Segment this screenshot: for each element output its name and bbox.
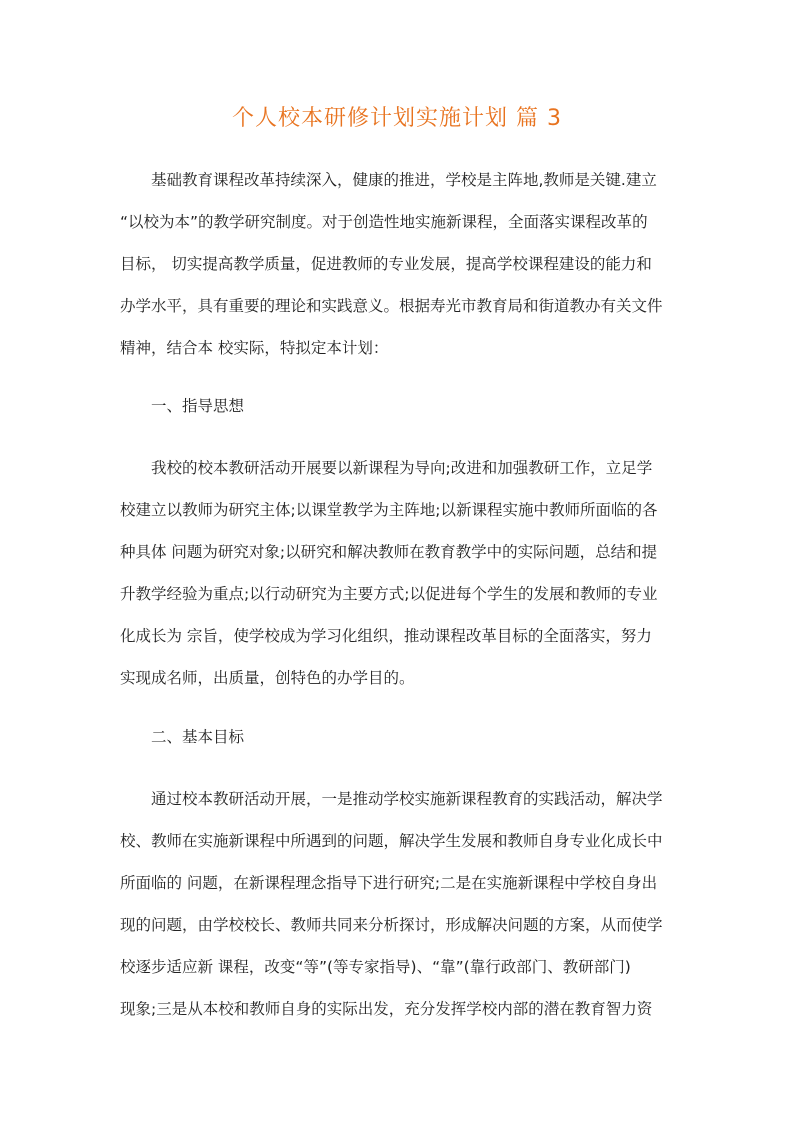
section2-line: 现的问题，由学校校长、教师共同来分析探讨，形成解决问题的方案，从而使学: [120, 916, 663, 934]
section-heading-basic-goals: 二、基本目标: [151, 728, 245, 746]
section2-line: 校、教师在实施新课程中所遇到的问题，解决学生发展和教师自身专业化成长中: [120, 832, 663, 850]
section1-line: 校建立以教师为研究主体;以课堂教学为主阵地;以新课程实施中教师所面临的各: [120, 501, 658, 519]
section2-line: 校逐步适应新 课程，改变“等”(等专家指导)、“靠”(靠行政部门、教研部门): [120, 958, 631, 976]
section1-line: 种具体 问题为研究对象;以研究和解决教师在教育教学中的实际问题，总结和提: [120, 543, 658, 561]
intro-line: 办学水平，具有重要的理论和实践意义。根据寿光市教育局和街道教办有关文件: [120, 297, 663, 315]
section1-line: 化成长为 宗旨，使学校成为学习化组织，推动课程改革目标的全面落实，努力: [120, 627, 652, 645]
section2-line: 通过校本教研活动开展，一是推动学校实施新课程教育的实践活动，解决学: [151, 790, 663, 808]
section2-line: 现象;三是从本校和教师自身的实际出发，充分发挥学校内部的潜在教育智力资: [120, 1000, 653, 1018]
section-heading-guiding-ideology: 一、指导思想: [151, 397, 245, 415]
intro-line: 目标， 切实提高教学质量，促进教师的专业发展，提高学校课程建设的能力和: [120, 255, 652, 273]
intro-line: 基础教育课程改革持续深入，健康的推进，学校是主阵地,教师是关键.建立: [151, 171, 657, 189]
intro-line: “以校为本”的教学研究制度。对于创造性地实施新课程，全面落实课程改革的: [120, 213, 648, 231]
section1-line: 我校的校本教研活动开展要以新课程为导向;改进和加强教研工作，立足学: [151, 459, 653, 477]
section1-line: 升教学经验为重点;以行动研究为主要方式;以促进每个学生的发展和教师的专业: [120, 585, 658, 603]
section1-line: 实现成名师，出质量，创特色的办学目的。: [120, 669, 415, 687]
section2-line: 所面临的 问题，在新课程理念指导下进行研究;二是在实施新课程中学校自身出: [120, 874, 658, 892]
intro-line: 精神，结合本 校实际，特拟定本计划：: [120, 339, 389, 357]
document-title: 个人校本研修计划实施计划 篇 3: [232, 106, 562, 131]
